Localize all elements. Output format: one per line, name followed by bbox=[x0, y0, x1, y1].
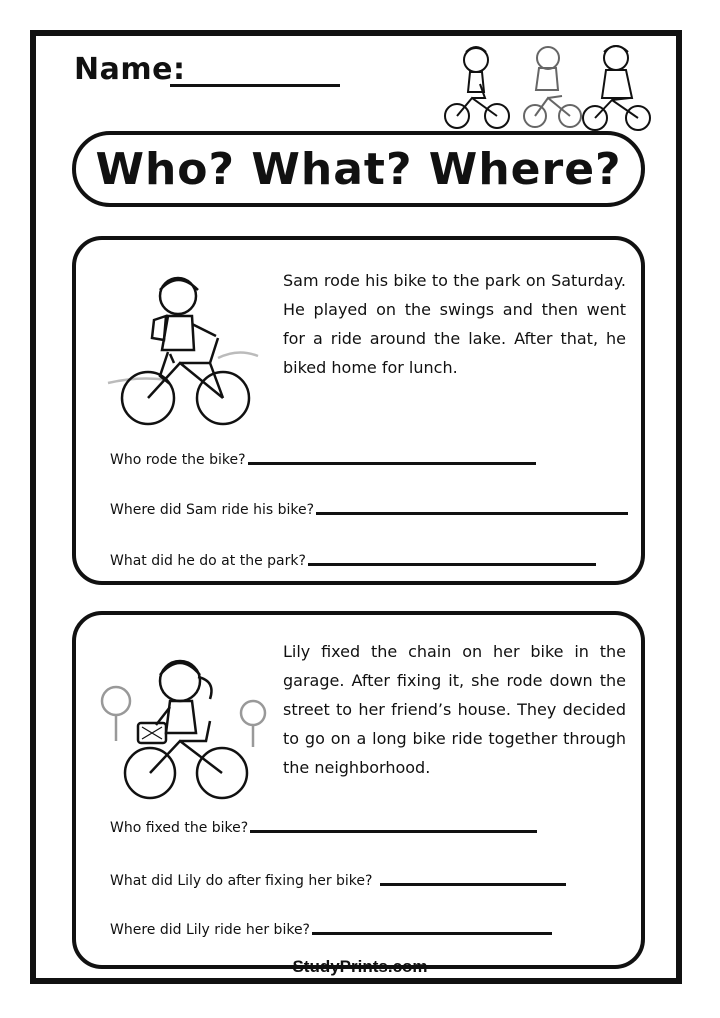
question-2-2[interactable] bbox=[110, 873, 566, 889]
question-2-3[interactable] bbox=[110, 922, 552, 938]
footer-site: StudyPrints.com bbox=[292, 957, 428, 976]
question-label: What did Lily do after fixing her bike? bbox=[110, 873, 373, 889]
question-1-1[interactable] bbox=[110, 452, 536, 468]
question-label: Where did Lily ride her bike? bbox=[110, 922, 310, 938]
kids-on-bikes-icon bbox=[440, 40, 655, 132]
name-field-line[interactable] bbox=[170, 84, 340, 87]
question-label: Who rode the bike? bbox=[110, 452, 246, 468]
answer-line[interactable] bbox=[316, 512, 628, 515]
answer-line[interactable] bbox=[380, 883, 566, 886]
story-card-2 bbox=[72, 611, 645, 969]
question-1-2[interactable] bbox=[110, 502, 628, 518]
story-2-text: Lily fixed the chain on her bike in the garage. After fixing it, she rode down the street to her friend’s house. They decided to go on a long bike ride together through the neighborhood. bbox=[283, 642, 626, 777]
girl-cyclist-icon bbox=[98, 641, 268, 811]
title-banner bbox=[72, 131, 645, 207]
story-1-text: Sam rode his bike to the park on Saturday. He played on the swings and then went for a ride around the lake. After that, he biked home for lunch. bbox=[283, 271, 626, 377]
story-card-1 bbox=[72, 236, 645, 585]
question-2-1[interactable] bbox=[110, 820, 537, 836]
worksheet-title: Who? What? Where? bbox=[95, 143, 622, 195]
answer-line[interactable] bbox=[308, 563, 596, 566]
question-label: Where did Sam ride his bike? bbox=[110, 502, 315, 518]
answer-line[interactable] bbox=[312, 932, 552, 935]
name-label: Name: bbox=[74, 52, 186, 87]
answer-line[interactable] bbox=[250, 830, 537, 833]
answer-line[interactable] bbox=[248, 462, 536, 465]
boy-cyclist-icon bbox=[98, 268, 268, 438]
question-label: Who fixed the bike? bbox=[110, 820, 249, 836]
question-1-3[interactable] bbox=[110, 553, 596, 569]
question-label: What did he do at the park? bbox=[110, 553, 306, 569]
